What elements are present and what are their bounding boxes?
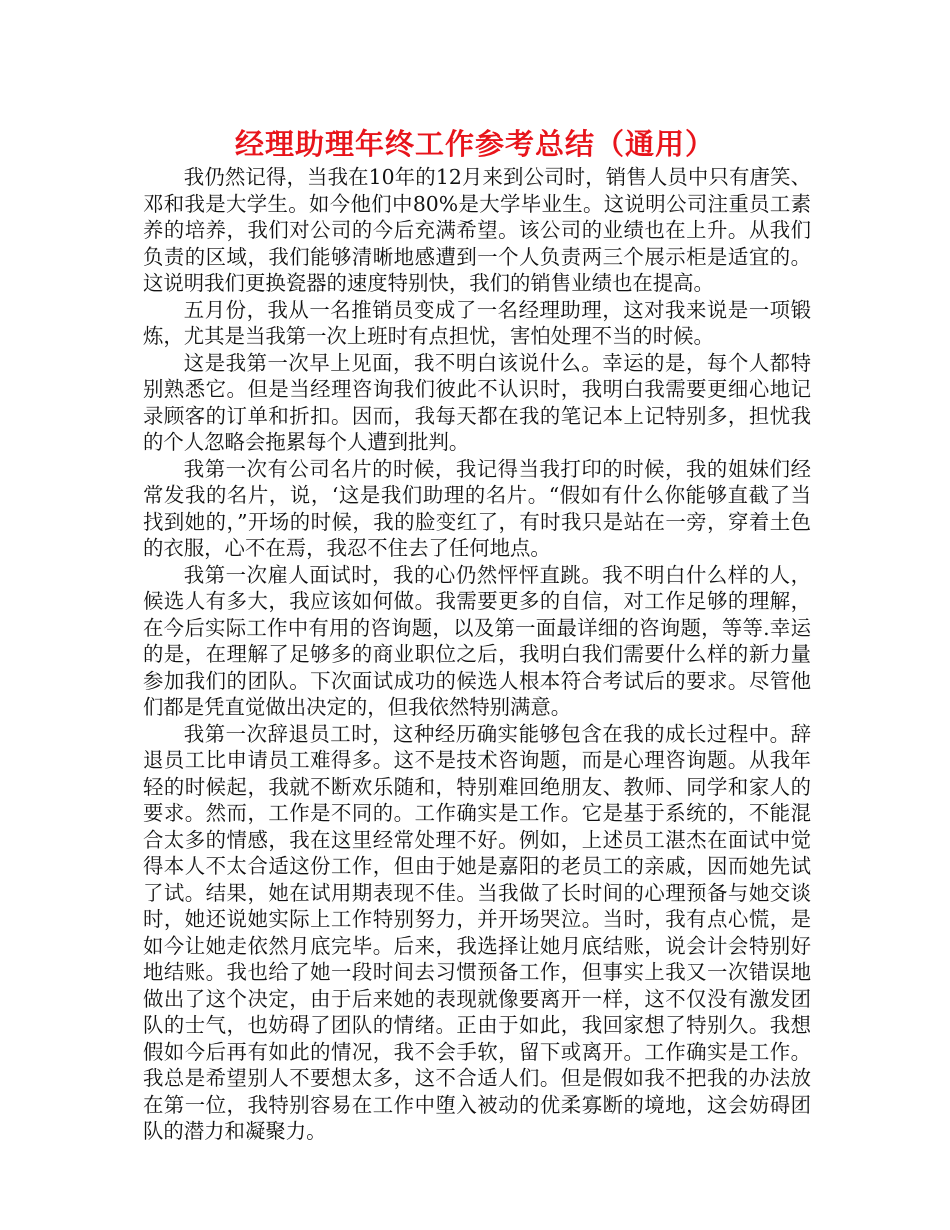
paragraph: 五月份，我从一名推销员变成了一名经理助理，这对我来说是一项锻炼，尤其是当我第一次上班时有点担忧，害怕处理不当的时候。 <box>143 297 811 348</box>
paragraph: 这是我第一次早上见面，我不明白该说什么。幸运的是，每个人都特别熟悉它。但是当经理咨询我们彼此不认识时，我明白我需要更细心地记录顾客的订单和折扣。因而，我每天都在我的笔记本上记特别多，担忧我的个人忽略会拖累每个人遭到批判。 <box>143 350 811 454</box>
document-body <box>143 164 811 1145</box>
paragraph: 我第一次辞退员工时，这种经历确实能够包含在我的成长过程中。辞退员工比申请员工难得多。这不是技术咨询题，而是心理咨询题。从我年轻的时候起，我就不断欢乐随和，特别难回绝朋友、教师、同学和家人的要求。然而，工作是不同的。工作确实是工作。它是基于系统的，不能混合太多的情感，我在这里经常处理不好。例如，上述员工湛杰在面试中觉得本人不太合适这份工作，但由于她是嘉阳的老员工的亲戚，因而她先试了试。结果，她在试用期表现不佳。当我做了长时间的心理预备与她交谈时，她还说她实际上工作特别努力，并开场哭泣。当时，我有点心慌，是如今让她走依然月底完毕。后来，我选择让她月底结账，说会计会特别好地结账。我也给了她一段时间去习惯预备工作，但事实上我又一次错误地做出了这个决定，由于后来她的表现就像要离开一样，这不仅没有激发团队的士气，也妨碍了团队的情绪。正由于如此，我回家想了特别久。我想假如今后再有如此的情况，我不会手软，留下或离开。工作确实是工作。我总是希望别人不要想太多，这不合适人们。但是假如我不把我的办法放在第一位，我特别容易在工作中堕入被动的优柔寡断的境地，这会妨碍团队的潜力和凝聚力。 <box>143 721 811 1143</box>
paragraph: 我第一次雇人面试时，我的心仍然怦怦直跳。我不明白什么样的人，候选人有多大，我应该如何做。我需要更多的自信，对工作足够的理解，在今后实际工作中有用的咨询题，以及第一面最详细的咨询题，等等.幸运的是，在理解了足够多的商业职位之后，我明白我们需要什么样的新力量参加我们的团队。下次面试成功的候选人根本符合考试后的要求。尽管他们都是凭直觉做出决定的，但我依然特别满意。 <box>143 562 811 719</box>
paragraph: 我第一次有公司名片的时候，我记得当我打印的时候，我的姐妹们经常发我的名片，说，‘这是我们助理的名片。“假如有什么你能够直截了当找到她的，”开场的时候，我的脸变红了，有时我只是站在一旁，穿着土色的衣服，心不在焉，我忍不住去了任何地点。 <box>143 456 811 560</box>
paragraph: 我仍然记得，当我在10年的12月来到公司时，销售人员中只有唐笑、邓和我是大学生。如今他们中80%是大学毕业生。这说明公司注重员工素养的培养，我们对公司的今后充满希望。该公司的业绩也在上升。从我们负责的区域，我们能够清晰地感遭到一个人负责两三个展示柜是适宜的。这说明我们更换瓷器的速度特别快，我们的销售业绩也在提高。 <box>143 165 811 295</box>
document-title: 经理助理年终工作参考总结（通用） <box>234 127 715 161</box>
